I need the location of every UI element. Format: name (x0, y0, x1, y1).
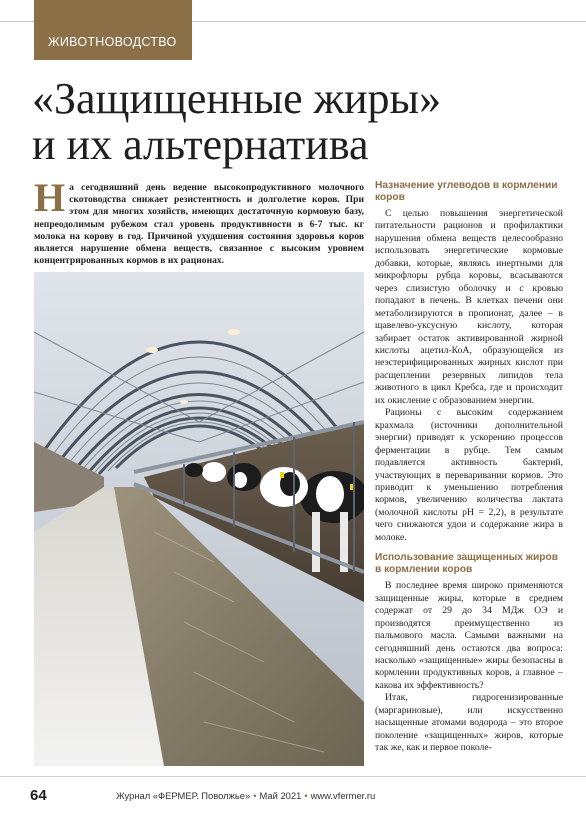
website-link[interactable]: www.vfermer.ru (310, 790, 376, 801)
footer-rule (0, 776, 586, 777)
body-paragraph: Рационы с высоким содержанием крахмала (источники дополнительной энергии) приводят к ускорению процессов ферментации в рубце. Тем самым подавляется активность бактерий, участвующих в переваривании кормов. Это приводит к уменьшению потребления кормов, увеличению количества лактата (молочной кислоты pH = 2,2), в результате чего снижаются удои и содержание жира в молоке. (375, 407, 563, 543)
title-line-1: «Защищенные жиры» (32, 74, 442, 123)
page-number: 64 (30, 787, 47, 804)
footer-info (116, 790, 375, 801)
right-column (375, 180, 563, 755)
separator: • (304, 790, 308, 801)
drop-cap: Н (34, 175, 66, 220)
section-heading-protected-fats: Использование защищенных жиров в кормлении коров (375, 552, 558, 576)
cowshed-photo (34, 272, 364, 766)
journal-name: Журнал «ФЕРМЕР. Поволжье» (116, 790, 251, 801)
title-line-2: и их альтернатива (32, 120, 369, 169)
body-paragraph: Итак, гидрогенизированные (маргариновые), или искусственно насыщенные атомами водорода – это второе поколение «защищенных» жиров, которые так же, как и первое поколе- (375, 692, 563, 754)
article-title (32, 76, 572, 168)
issue-date: Май 2021 (259, 790, 302, 801)
rubric-label: ЖИВОТНОВОДСТВО (48, 35, 177, 49)
section-rubric (34, 0, 192, 60)
lead-text: а сегодняшний день ведение высокопродуктивного молочного скотоводства снижает резистентность и долголетие коров. При этом для многих хозяйств, имеющих достаточную кормовую базу, непреодолимым рубежом стал уровень продуктивности в 6-7 тыс. кг молока на корову в год. Причиной ухудшения состояния здоровья коров является нарушение обмена веществ, связанное с высоким уровнем концентрированных кормов в их рационах. (34, 182, 364, 267)
body-paragraph: В последнее время широко применяются защищенные жиры, которые в среднем содержат от 29 до 34 МДж ОЭ и производятся преимущественно из пальмового масла. Самыми важными на сегодняшний день остаются два вопроса: насколько «защищенные» жиры безопасны в кормлении продуктивных коров, а главное – какова их эффективность? (375, 580, 563, 691)
section-heading-carbohydrates: Назначение углеводов в кормлении коров (375, 180, 558, 203)
body-paragraph: С целью повышения энергетической питательности рационов и профилактики нарушения обмена веществ целесообразно использовать энергетические кормовые добавки, которые, являясь инертными для микрофлоры рубца коровы, всасываются через слизистую оболочку и с кровью попадают в печень. В клетках печени они метаболизируются в пропионат, далее – в щавелево-уксусную кислоту, которая забирает остаток активированной жирной кислоты ацетил-КоА, образующейся из неэстерифицированных жирных кислот при расщеплении резервных липидов тела животного в цикл Кребса, где и происходит их окисление с образованием энергии. (375, 208, 563, 406)
separator: • (253, 790, 257, 801)
lead-paragraph (34, 175, 364, 267)
